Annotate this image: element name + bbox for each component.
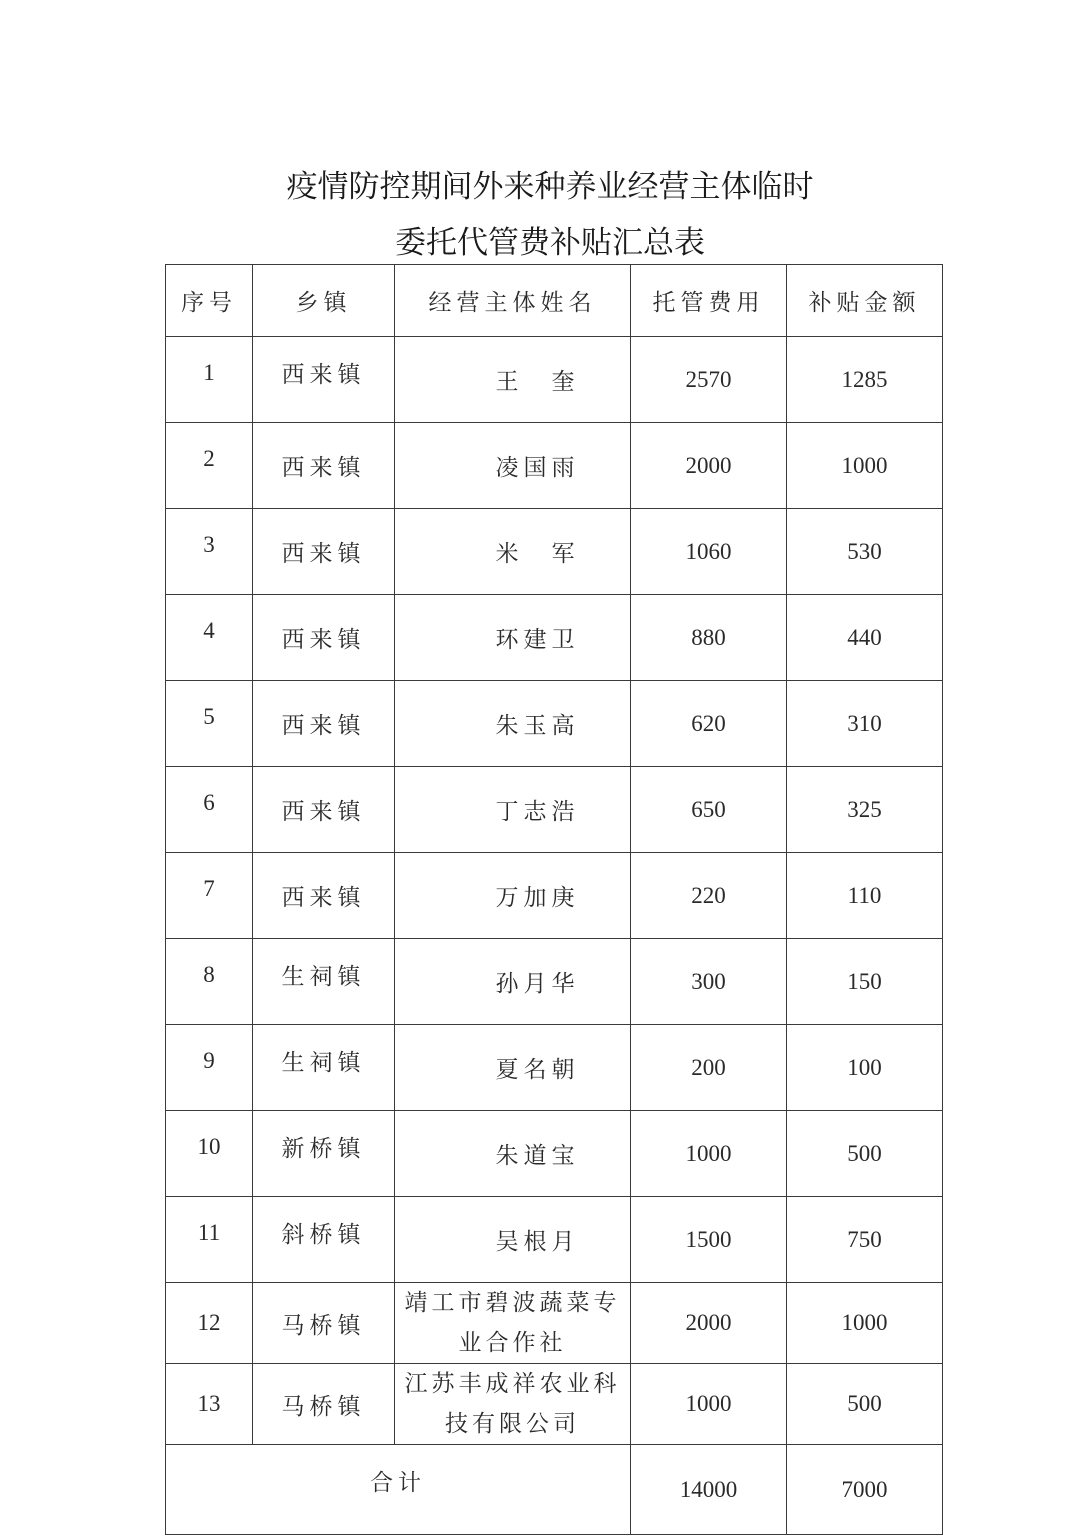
cell-town: 斜桥镇 (253, 1197, 395, 1283)
total-subsidy: 7000 (787, 1445, 943, 1535)
cell-town: 马桥镇 (253, 1364, 395, 1445)
cell-index: 13 (166, 1364, 253, 1445)
cell-index: 3 (166, 509, 253, 595)
header-name: 经营主体姓名 (395, 265, 631, 337)
total-fee: 14000 (631, 1445, 787, 1535)
table-row (166, 337, 943, 423)
cell-index: 2 (166, 423, 253, 509)
cell-subsidy: 440 (787, 595, 943, 681)
total-label: 合计 (166, 1445, 631, 1535)
table-row (166, 767, 943, 853)
cell-index: 10 (166, 1111, 253, 1197)
cell-fee: 650 (631, 767, 787, 853)
table-row (166, 595, 943, 681)
cell-subsidy: 530 (787, 509, 943, 595)
cell-subsidy: 150 (787, 939, 943, 1025)
cell-subsidy: 100 (787, 1025, 943, 1111)
cell-fee: 1000 (631, 1364, 787, 1445)
cell-town: 生祠镇 (253, 939, 395, 1025)
table-row (166, 1111, 943, 1197)
cell-index: 4 (166, 595, 253, 681)
table-row (166, 1197, 943, 1283)
cell-name: 环建卫 (395, 595, 631, 681)
cell-name: 王 奎 (395, 337, 631, 423)
cell-fee: 620 (631, 681, 787, 767)
table-row (166, 509, 943, 595)
cell-name: 夏名朝 (395, 1025, 631, 1111)
table-row (166, 1025, 943, 1111)
table-header-row (166, 265, 943, 337)
cell-town: 新桥镇 (253, 1111, 395, 1197)
header-fee: 托管费用 (631, 265, 787, 337)
table-row (166, 1283, 943, 1364)
header-town: 乡镇 (253, 265, 395, 337)
cell-index: 5 (166, 681, 253, 767)
cell-name: 吴根月 (395, 1197, 631, 1283)
table-row (166, 423, 943, 509)
header-index: 序号 (166, 265, 253, 337)
table-row (166, 681, 943, 767)
cell-subsidy: 325 (787, 767, 943, 853)
cell-name: 丁志浩 (395, 767, 631, 853)
cell-index: 1 (166, 337, 253, 423)
cell-town: 西来镇 (253, 767, 395, 853)
cell-index: 9 (166, 1025, 253, 1111)
cell-name: 孙月华 (395, 939, 631, 1025)
cell-subsidy: 1000 (787, 423, 943, 509)
cell-town: 生祠镇 (253, 1025, 395, 1111)
table-row (166, 1364, 943, 1445)
cell-town: 西来镇 (253, 509, 395, 595)
cell-fee: 2000 (631, 423, 787, 509)
cell-subsidy: 500 (787, 1111, 943, 1197)
cell-town: 西来镇 (253, 337, 395, 423)
subsidy-summary-table (165, 264, 943, 1535)
cell-index: 12 (166, 1283, 253, 1364)
header-subsidy: 补贴金额 (787, 265, 943, 337)
cell-index: 6 (166, 767, 253, 853)
cell-fee: 1500 (631, 1197, 787, 1283)
table-row (166, 853, 943, 939)
cell-subsidy: 1285 (787, 337, 943, 423)
document-title-line2: 委托代管费补贴汇总表 (395, 225, 705, 261)
cell-subsidy: 750 (787, 1197, 943, 1283)
cell-index: 7 (166, 853, 253, 939)
cell-index: 8 (166, 939, 253, 1025)
cell-fee: 220 (631, 853, 787, 939)
cell-town: 西来镇 (253, 423, 395, 509)
cell-name: 朱道宝 (395, 1111, 631, 1197)
cell-fee: 2570 (631, 337, 787, 423)
cell-name: 米 军 (395, 509, 631, 595)
cell-fee: 300 (631, 939, 787, 1025)
cell-town: 西来镇 (253, 681, 395, 767)
table-row (166, 939, 943, 1025)
cell-subsidy: 110 (787, 853, 943, 939)
total-row (166, 1445, 943, 1535)
cell-town: 西来镇 (253, 853, 395, 939)
cell-subsidy: 310 (787, 681, 943, 767)
cell-name: 万加庚 (395, 853, 631, 939)
cell-name: 靖工市碧波蔬菜专业合作社 (395, 1283, 631, 1364)
cell-fee: 200 (631, 1025, 787, 1111)
cell-town: 马桥镇 (253, 1283, 395, 1364)
cell-town: 西来镇 (253, 595, 395, 681)
cell-subsidy: 500 (787, 1364, 943, 1445)
cell-fee: 1060 (631, 509, 787, 595)
cell-name: 朱玉高 (395, 681, 631, 767)
cell-fee: 880 (631, 595, 787, 681)
cell-name: 凌国雨 (395, 423, 631, 509)
document-title-line1: 疫情防控期间外来种养业经营主体临时 (286, 169, 814, 205)
cell-fee: 1000 (631, 1111, 787, 1197)
cell-index: 11 (166, 1197, 253, 1283)
cell-fee: 2000 (631, 1283, 787, 1364)
cell-name: 江苏丰成祥农业科技有限公司 (395, 1364, 631, 1445)
cell-subsidy: 1000 (787, 1283, 943, 1364)
